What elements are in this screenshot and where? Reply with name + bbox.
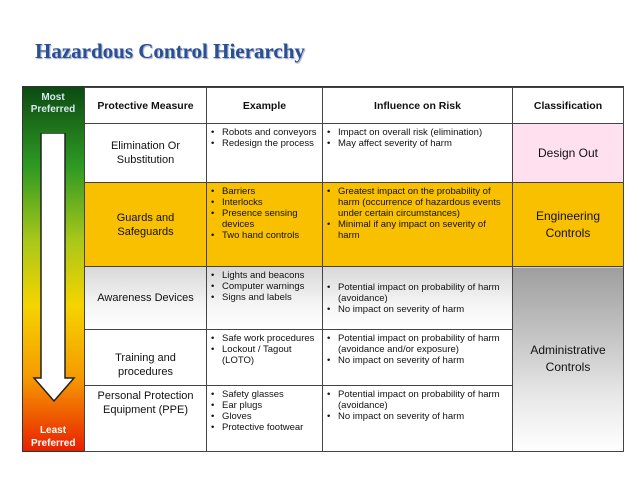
list-item: • Presence sensing devices xyxy=(222,208,318,230)
influence-cell xyxy=(323,267,513,330)
measure-text: Guards and Safeguards xyxy=(116,211,175,238)
measure-cell xyxy=(85,386,207,452)
influence-cell xyxy=(323,386,513,452)
example-cell xyxy=(207,386,323,452)
list-item: • Potential impact on probability of harm (avoidance) xyxy=(338,282,508,304)
list-item: • Two hand controls xyxy=(222,230,318,241)
list-item: • Computer warnings xyxy=(222,281,318,292)
list-item: • Gloves xyxy=(222,411,318,422)
list-item: • Lockout / Tagout (LOTO) xyxy=(222,344,318,366)
classification-engineering-controls xyxy=(513,183,624,267)
list-item: • Impact on overall risk (elimination) xyxy=(338,127,508,138)
list-item: • Signs and labels xyxy=(222,292,318,303)
measure-cell xyxy=(85,183,207,267)
list-item: • No impact on severity of harm xyxy=(338,304,508,315)
list-item: • No impact on severity of harm xyxy=(338,355,508,366)
column-header-example: Example xyxy=(207,88,323,124)
down-arrow-icon xyxy=(32,133,76,403)
list-item: • May affect severity of harm xyxy=(338,138,508,149)
list-item: • Minimal if any impact on severity of harm xyxy=(338,219,508,241)
measure-cell xyxy=(85,124,207,183)
most-preferred-label: Most Preferred xyxy=(30,92,76,115)
classification-design-out: Design Out xyxy=(513,124,624,183)
example-cell xyxy=(207,124,323,183)
example-cell xyxy=(207,183,323,267)
least-preferred-label: Least Preferred xyxy=(31,425,76,449)
list-item: • Safe work procedures xyxy=(222,333,318,344)
page-title: Hazardous Control Hierarchy xyxy=(35,39,305,63)
influence-cell xyxy=(323,330,513,386)
measure-text: Training and procedures xyxy=(115,352,176,378)
classification-administrative-controls xyxy=(513,267,624,452)
list-item: • Lights and beacons xyxy=(222,270,318,281)
column-header-classification: Classification xyxy=(513,88,624,124)
example-cell xyxy=(207,330,323,386)
list-item: • Safety glasses xyxy=(222,389,318,400)
list-item: • Barriers xyxy=(222,186,318,197)
influence-cell xyxy=(323,124,513,183)
list-item: • Protective footwear xyxy=(222,422,318,433)
measure-text: Elimination Or Substitution xyxy=(110,140,181,166)
table-row xyxy=(85,124,624,183)
table-row xyxy=(85,267,624,330)
list-item: • Redesign the process xyxy=(222,138,318,149)
classification-text: Engineering Controls xyxy=(535,208,601,240)
table-row xyxy=(85,183,624,267)
list-item: • Robots and conveyors xyxy=(222,127,318,138)
column-header-measure: Protective Measure xyxy=(85,88,207,124)
list-item: • Ear plugs xyxy=(222,400,318,411)
measure-text: Personal Protection Equipment (PPE) xyxy=(97,390,194,416)
measure-cell: Awareness Devices xyxy=(85,267,207,330)
list-item: • No impact on severity of harm xyxy=(338,411,508,422)
classification-text: Administrative Controls xyxy=(530,343,606,374)
table-header-row xyxy=(85,88,624,124)
list-item: • Potential impact on probability of harm (avoidance) xyxy=(338,389,508,411)
influence-cell xyxy=(323,183,513,267)
column-header-influence: Influence on Risk xyxy=(323,88,513,124)
example-cell xyxy=(207,267,323,330)
list-item: • Greatest impact on the probability of harm (occurrence of hazardous events under certain circumstances) xyxy=(338,186,508,219)
hierarchy-table xyxy=(84,87,624,452)
measure-cell xyxy=(85,330,207,386)
list-item: • Potential impact on probability of harm (avoidance and/or exposure) xyxy=(338,333,508,355)
list-item: • Interlocks xyxy=(222,197,318,208)
